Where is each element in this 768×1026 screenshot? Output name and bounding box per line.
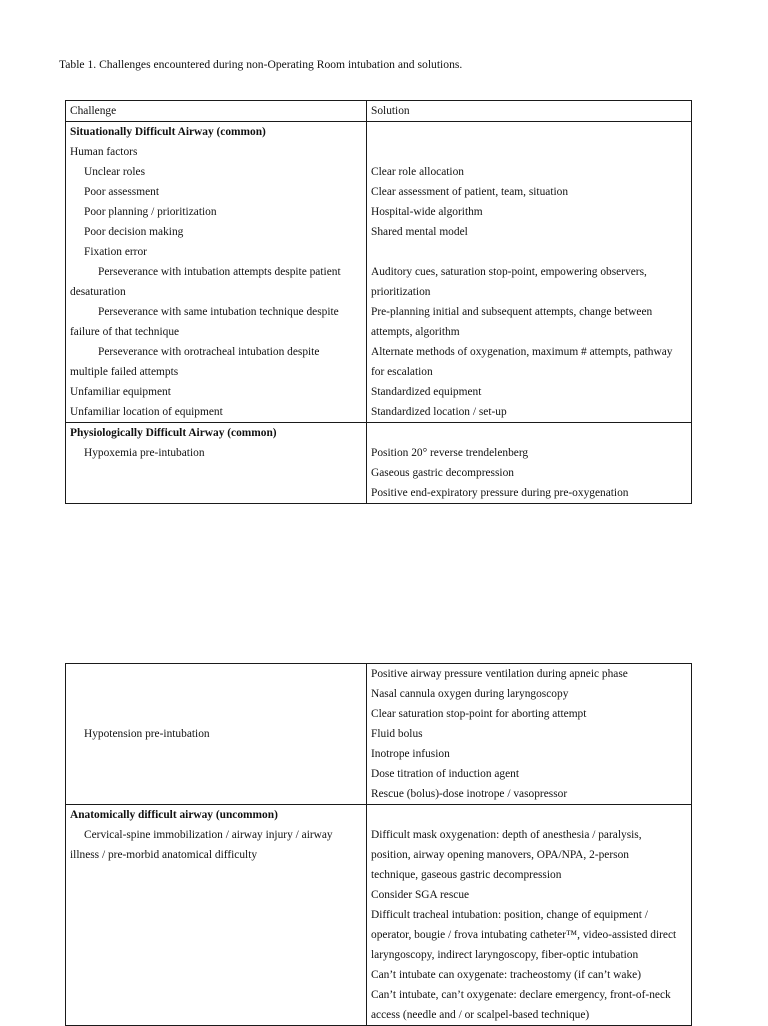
challenge-line: Fixation error (84, 246, 147, 258)
solution-line: Difficult mask oxygenation: depth of anesthesia / paralysis, (371, 829, 642, 841)
solution-line: laryngoscopy, indirect laryngoscopy, fiber-optic intubation (371, 949, 639, 961)
table-caption: Table 1. Challenges encountered during non-Operating Room intubation and solutions. (59, 58, 463, 71)
challenge-line: Hypotension pre-intubation (84, 728, 210, 740)
solution-line: Position 20° reverse trendelenberg (371, 447, 529, 459)
section-heading: Anatomically difficult airway (uncommon) (70, 809, 278, 821)
solution-line: Clear role allocation (371, 166, 464, 178)
solution-line: for escalation (371, 366, 433, 378)
solution-cell (367, 805, 692, 1026)
solution-line: Pre-planning initial and subsequent attempts, change between (371, 306, 653, 318)
solution-line: access (needle and / or scalpel-based technique) (371, 1009, 590, 1021)
table-row-anatomical (66, 805, 692, 1026)
challenge-cell (66, 805, 367, 1026)
solution-line: Shared mental model (371, 226, 468, 238)
challenge-line: Poor planning / prioritization (84, 206, 217, 218)
solution-line: Hospital-wide algorithm (371, 206, 483, 218)
challenge-line: Cervical-spine immobilization / airway injury / airway (84, 829, 333, 841)
challenge-line: Perseverance with orotracheal intubation despite (98, 346, 320, 358)
header-challenge: Challenge (66, 101, 367, 122)
solution-line (371, 242, 687, 262)
solution-cell (367, 423, 692, 504)
solution-line: Can’t intubate, can’t oxygenate: declare emergency, front-of-neck (371, 989, 671, 1001)
solution-line: technique, gaseous gastric decompression (371, 869, 562, 881)
challenge-line: Poor assessment (84, 186, 159, 198)
challenge-line: Poor decision making (84, 226, 184, 238)
solution-line: operator, bougie / frova intubating catheter™, video-assisted direct (371, 929, 677, 941)
challenge-line: Perseverance with same intubation technique despite (98, 306, 339, 318)
solution-line: Dose titration of induction agent (371, 768, 520, 780)
solution-line: Can’t intubate can oxygenate: tracheostomy (if can’t wake) (371, 969, 642, 981)
solution-line: Consider SGA rescue (371, 889, 470, 901)
table-row-hypotension (66, 664, 692, 805)
solution-line: Rescue (bolus)-dose inotrope / vasopressor (371, 788, 568, 800)
solution-line: Alternate methods of oxygenation, maximum # attempts, pathway (371, 346, 673, 358)
table-row-situational (66, 122, 692, 423)
challenges-table-part-2 (65, 663, 692, 1026)
solution-line: position, airway opening manovers, OPA/NPA, 2-person (371, 849, 629, 861)
solution-line: Fluid bolus (371, 728, 423, 740)
challenge-line: Unfamiliar equipment (70, 386, 171, 398)
challenge-line: Unclear roles (84, 166, 146, 178)
table-row-physiological (66, 423, 692, 504)
solution-line: Standardized location / set-up (371, 406, 507, 418)
challenge-cell (66, 664, 367, 805)
solution-line: Auditory cues, saturation stop-point, empowering observers, (371, 266, 647, 278)
solution-line: Difficult tracheal intubation: position, change of equipment / (371, 909, 648, 921)
challenge-line: Hypoxemia pre-intubation (84, 447, 205, 459)
challenge-line: Perseverance with intubation attempts despite patient (98, 266, 341, 278)
solution-line: Clear assessment of patient, team, situation (371, 186, 569, 198)
challenge-line: Unfamiliar location of equipment (70, 406, 223, 418)
solution-line: Gaseous gastric decompression (371, 467, 514, 479)
challenge-line: failure of that technique (70, 326, 180, 338)
solution-line (371, 423, 687, 443)
solution-cell (367, 122, 692, 423)
challenge-line: illness / pre-morbid anatomical difficulty (70, 849, 258, 861)
solution-line: Standardized equipment (371, 386, 482, 398)
table-header-row (66, 101, 692, 122)
solution-line: attempts, algorithm (371, 326, 460, 338)
challenge-cell (66, 122, 367, 423)
challenge-line: desaturation (70, 286, 126, 298)
solution-line (371, 805, 687, 825)
solution-line: Positive end-expiratory pressure during pre-oxygenation (371, 487, 629, 499)
solution-line (371, 122, 687, 142)
solution-line: Nasal cannula oxygen during laryngoscopy (371, 688, 569, 700)
solution-line: Positive airway pressure ventilation during apneic phase (371, 668, 628, 680)
challenge-cell (66, 423, 367, 504)
section-heading: Physiologically Difficult Airway (common) (70, 427, 277, 439)
challenge-line: Human factors (70, 146, 138, 158)
solution-line: Clear saturation stop-point for aborting attempt (371, 708, 587, 720)
section-heading: Situationally Difficult Airway (common) (70, 126, 266, 138)
solution-line: prioritization (371, 286, 431, 298)
solution-cell (367, 664, 692, 805)
solution-line (371, 142, 687, 162)
solution-line: Inotrope infusion (371, 748, 450, 760)
header-solution: Solution (367, 101, 692, 122)
challenges-table-part-1 (65, 100, 692, 504)
challenge-line: multiple failed attempts (70, 366, 179, 378)
